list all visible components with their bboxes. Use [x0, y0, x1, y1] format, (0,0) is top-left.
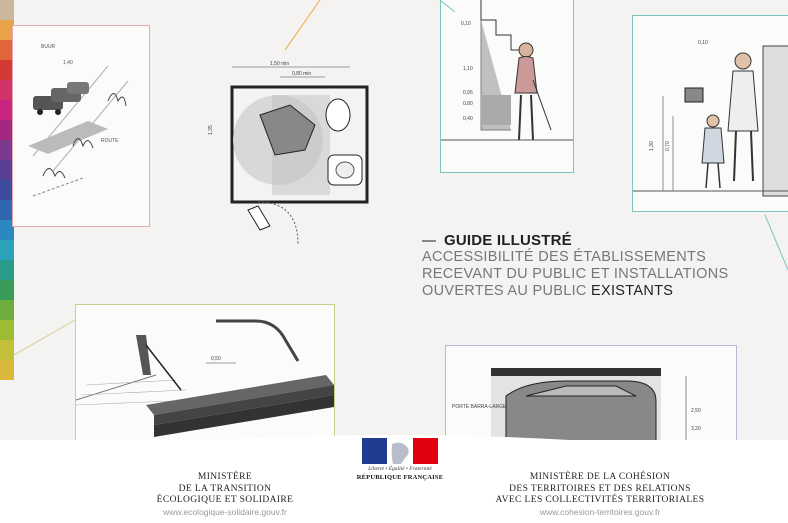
toilet-plan-sketch: [200, 55, 375, 250]
color-strip-segment: [0, 0, 14, 20]
steps-label-1: 0,50: [211, 356, 221, 362]
stairs-person-illustration: [441, 0, 573, 172]
title-kicker: GUIDE ILLUSTRÉ: [444, 232, 572, 249]
car-label-1: PORTE BARRA-LARGE: [452, 404, 507, 410]
intercom-label-2: 1,30: [649, 141, 655, 151]
color-strip-segment: [0, 360, 14, 380]
color-strip-segment: [0, 340, 14, 360]
title-line-3-strong: EXISTANTS: [591, 283, 674, 299]
toilet-label-2: 0,80 min: [292, 71, 312, 77]
stairs-label-1: 0,10: [461, 21, 471, 27]
title-line-2: RECEVANT DU PUBLIC ET INSTALLATIONS: [422, 266, 729, 282]
stairs-label-5: 0,40: [463, 116, 473, 122]
parking-illustration: [13, 26, 149, 226]
color-strip-segment: [0, 240, 14, 260]
stairs-label-3: 0,95: [463, 90, 473, 96]
parking-label-2: 1,40: [63, 60, 73, 66]
title-line-1: ACCESSIBILITÉ DES ÉTABLISSEMENTS: [422, 249, 707, 265]
left-ministry-line-2: DE LA TRANSITION: [178, 483, 272, 494]
intercom-label-1: 0,10: [698, 40, 708, 46]
left-ministry-line-3: ÉCOLOGIQUE ET SOLIDAIRE: [156, 495, 294, 505]
republique-name: RÉPUBLIQUE FRANÇAISE: [356, 474, 444, 481]
title-line-3-prefix: OUVERTES AU PUBLIC: [422, 283, 587, 299]
car-label-2: 2,50: [691, 408, 701, 414]
intercom-label-3: 0,70: [665, 141, 671, 151]
parking-label-3: ROUTE: [101, 138, 119, 144]
right-ministry-url[interactable]: www.cohesion-territoires.gouv.fr: [539, 506, 661, 517]
title-kicker-line: [422, 232, 782, 249]
color-strip-segment: [0, 300, 14, 320]
color-strip-segment: [0, 320, 14, 340]
stairs-label-2: 1,10: [463, 66, 473, 72]
republique-motto: Liberté • Égalité • Fraternité: [368, 466, 432, 472]
left-ministry: [130, 472, 320, 518]
parking-sketch: [12, 25, 150, 227]
parking-label-1: BUUR: [41, 44, 56, 50]
color-strip-segment: [0, 260, 14, 280]
intercom-illustration: [633, 16, 788, 211]
right-ministry-line-3: AVEC LES COLLECTIVITÉS TERRITORIALES: [495, 495, 705, 505]
toilet-label-3: 1,35: [208, 125, 214, 135]
stairs-label-4: 0,80: [463, 101, 473, 107]
right-ministry-line-2: DES TERRITOIRES ET DES RELATIONS: [509, 483, 691, 494]
right-ministry: [480, 472, 720, 518]
color-strip-segment: [0, 280, 14, 300]
title-block: [422, 232, 782, 300]
right-ministry-line-1: MINISTÈRE DE LA COHÉSION: [529, 472, 671, 482]
left-ministry-url[interactable]: www.ecologique-solidaire.gouv.fr: [163, 506, 287, 517]
intercom-sketch: [632, 15, 788, 212]
car-label-3: 3,20: [691, 426, 701, 432]
toilet-plan-illustration: [200, 55, 375, 250]
title-line-3: [422, 283, 782, 300]
toilet-label-1: 1,50 min: [270, 61, 290, 67]
title-dash: [422, 240, 436, 242]
stairs-person-sketch: [440, 0, 574, 173]
left-ministry-line-1: MINISTÈRE: [197, 472, 253, 482]
